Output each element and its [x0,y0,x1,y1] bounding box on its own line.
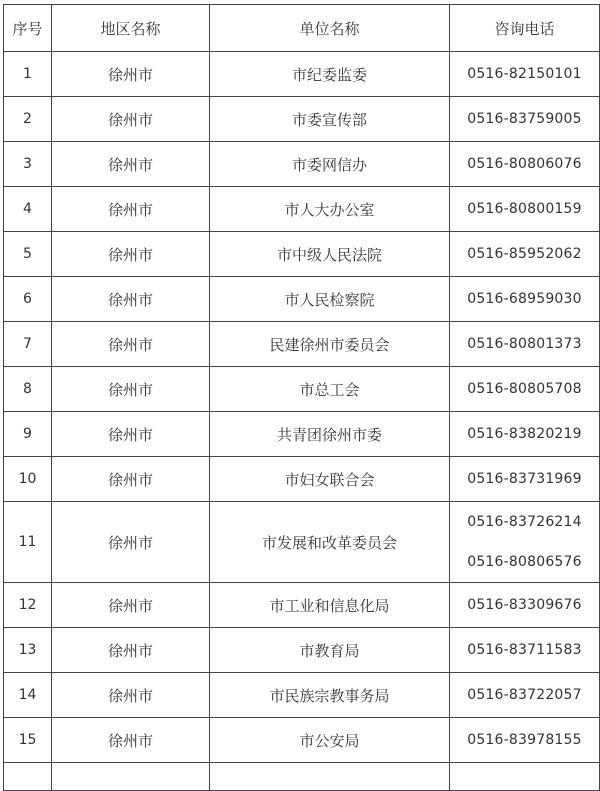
region-cell: 徐州市 [52,583,210,628]
serial-number-cell: 7 [4,322,52,367]
phone-number: 0516-83731969 [467,471,582,487]
phone-cell [450,322,600,367]
serial-number-cell: 1 [4,52,52,97]
phone-number: 0516-80805708 [467,381,582,397]
phone-number: 0516-83820219 [467,426,582,442]
serial-number-cell: 13 [4,628,52,673]
phone-number: 0516-82150101 [467,66,582,82]
empty-cell [450,763,600,791]
unit-name-cell: 市发展和改革委员会 [210,502,450,583]
phone-number: 0516-83978155 [467,732,582,748]
unit-name-cell: 市中级人民法院 [210,232,450,277]
phone-number: 0516-83722057 [467,687,582,703]
serial-number-cell: 8 [4,367,52,412]
table-row [4,502,600,583]
region-cell: 徐州市 [52,277,210,322]
phone-cell [450,187,600,232]
empty-cell [210,763,450,791]
phone-number: 0516-80800159 [467,201,582,217]
phone-number: 0516-80806576 [467,554,582,570]
serial-number-cell: 12 [4,583,52,628]
serial-number-cell: 4 [4,187,52,232]
unit-name-cell: 市纪委监委 [210,52,450,97]
table-body [4,52,600,791]
table-row [4,97,600,142]
phone-cell [450,277,600,322]
phone-cell [450,628,600,673]
table-row-partial [4,763,600,791]
phone-cell [450,583,600,628]
serial-number-cell: 10 [4,457,52,502]
serial-number-cell: 3 [4,142,52,187]
unit-name-cell: 市妇女联合会 [210,457,450,502]
contact-table [3,4,600,791]
header-region: 地区名称 [52,5,210,52]
table-row [4,232,600,277]
region-cell: 徐州市 [52,142,210,187]
phone-cell [450,97,600,142]
region-cell: 徐州市 [52,322,210,367]
phone-number: 0516-83711583 [467,642,582,658]
table-row [4,628,600,673]
phone-cell [450,412,600,457]
phone-cell [450,232,600,277]
table-row [4,52,600,97]
phone-cell [450,502,600,583]
header-phone: 咨询电话 [450,5,600,52]
phone-number: 0516-68959030 [467,291,582,307]
region-cell: 徐州市 [52,412,210,457]
phone-number: 0516-80801373 [467,336,582,352]
serial-number-cell: 9 [4,412,52,457]
unit-name-cell: 共青团徐州市委 [210,412,450,457]
phone-number: 0516-85952062 [467,246,582,262]
region-cell: 徐州市 [52,673,210,718]
phone-cell [450,673,600,718]
phone-number: 0516-83759005 [467,111,582,127]
region-cell: 徐州市 [52,628,210,673]
phone-cell [450,142,600,187]
serial-number-cell: 14 [4,673,52,718]
region-cell: 徐州市 [52,718,210,763]
unit-name-cell: 市工业和信息化局 [210,583,450,628]
serial-number-cell: 5 [4,232,52,277]
table-header-row [4,5,600,52]
unit-name-cell: 市委宣传部 [210,97,450,142]
table-row [4,718,600,763]
table-row [4,583,600,628]
phone-number: 0516-83309676 [467,597,582,613]
unit-name-cell: 市人大办公室 [210,187,450,232]
phone-cell [450,718,600,763]
serial-number-cell: 6 [4,277,52,322]
phone-cell [450,457,600,502]
table-row [4,322,600,367]
phone-cell [450,367,600,412]
serial-number-cell: 15 [4,718,52,763]
region-cell: 徐州市 [52,457,210,502]
region-cell: 徐州市 [52,187,210,232]
header-serial: 序号 [4,5,52,52]
phone-number: 0516-83726214 [467,514,582,530]
empty-cell [52,763,210,791]
region-cell: 徐州市 [52,97,210,142]
table-row [4,367,600,412]
region-cell: 徐州市 [52,232,210,277]
table-row [4,673,600,718]
unit-name-cell: 市民族宗教事务局 [210,673,450,718]
unit-name-cell: 市教育局 [210,628,450,673]
table-row [4,457,600,502]
table-row [4,142,600,187]
region-cell: 徐州市 [52,367,210,412]
serial-number-cell: 11 [4,502,52,583]
table-row [4,412,600,457]
region-cell: 徐州市 [52,502,210,583]
header-unit: 单位名称 [210,5,450,52]
region-cell: 徐州市 [52,52,210,97]
table-row [4,187,600,232]
table-row [4,277,600,322]
unit-name-cell: 市总工会 [210,367,450,412]
phone-cell [450,52,600,97]
unit-name-cell: 市人民检察院 [210,277,450,322]
unit-name-cell: 民建徐州市委员会 [210,322,450,367]
phone-number: 0516-80806076 [467,156,582,172]
empty-cell [4,763,52,791]
unit-name-cell: 市委网信办 [210,142,450,187]
unit-name-cell: 市公安局 [210,718,450,763]
serial-number-cell: 2 [4,97,52,142]
